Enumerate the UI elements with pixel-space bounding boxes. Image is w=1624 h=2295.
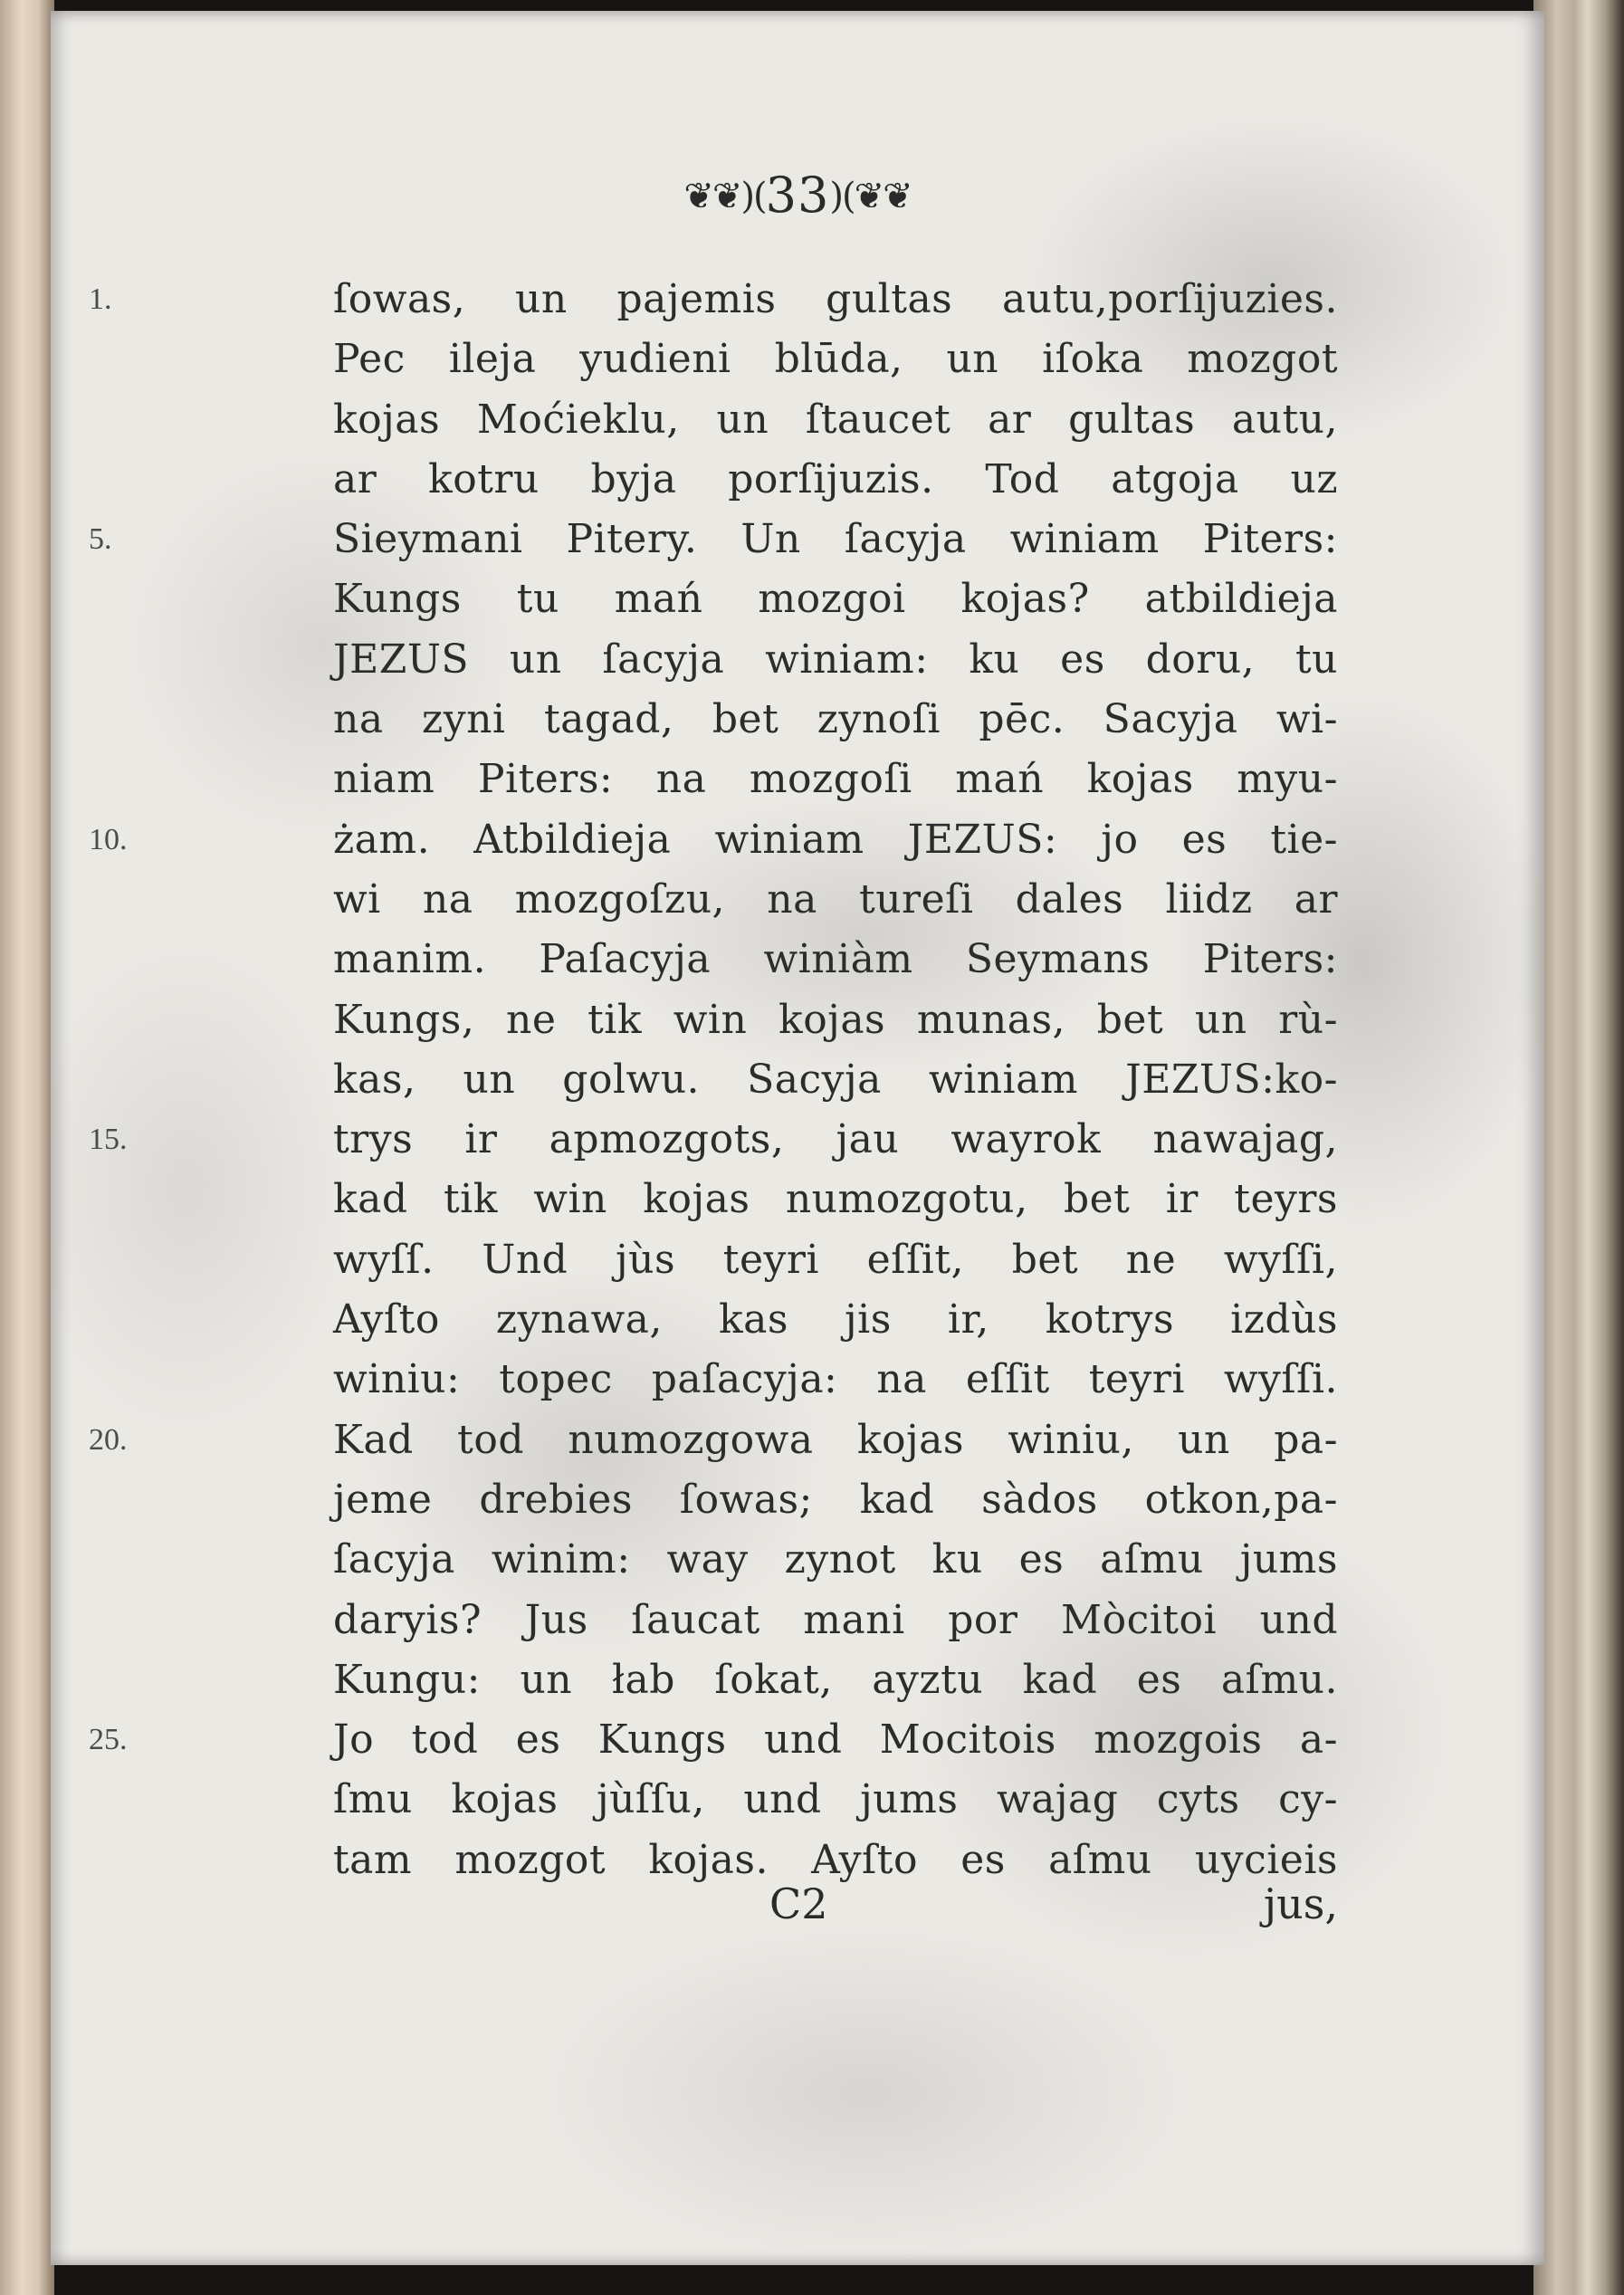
line-text: kad tik win kojas numozgotu, bet ir teyrs — [333, 1176, 1338, 1223]
line-text: żam. Atbildieja winiam JEZUS: jo es tie- — [333, 816, 1338, 863]
line-text: winiu: topec paſacyja: na eſſit teyri wyſſi. — [333, 1356, 1338, 1403]
line-number: 25. — [89, 1723, 128, 1757]
line-text: Ayſto zynawa, kas jis ir, kotrys izdùs — [333, 1296, 1338, 1344]
text-line — [333, 1230, 1338, 1290]
text-line — [89, 810, 1338, 870]
line-text: tam mozgot kojas. Ayſto es aſmu uycieis — [333, 1836, 1338, 1883]
line-text: kojas Moćieklu, un ſtaucet ar gultas autu, — [333, 396, 1338, 443]
text-line — [89, 270, 1338, 330]
line-number: 5. — [89, 522, 112, 557]
line-text: ſmu kojas jùſſu, und jums wajag cyts cy- — [333, 1776, 1338, 1823]
text-line — [333, 1290, 1338, 1350]
text-line — [333, 1170, 1338, 1229]
line-text: Kungs, ne tik win kojas munas, bet un rù- — [333, 996, 1338, 1043]
text-line — [333, 870, 1338, 930]
line-text: Kungu: un łab ſokat, ayztu kad es aſmu. — [333, 1656, 1338, 1703]
line-text: Kad tod numozgowa kojas winiu, un pa- — [333, 1416, 1338, 1463]
line-text: Kungs tu mań mozgoi kojas? atbildieja — [333, 576, 1338, 623]
text-line — [333, 1530, 1338, 1590]
ornament-left: ❦❦)( — [683, 176, 766, 217]
line-text: Jo tod es Kungs und Mocitois mozgois a- — [333, 1716, 1338, 1764]
line-text: ar kotru byja porſijuzis. Tod atgoja uz — [333, 455, 1338, 502]
line-number: 1. — [89, 282, 112, 316]
line-number: 15. — [89, 1123, 128, 1157]
previous-page-edge — [0, 0, 54, 2295]
line-text: daryis? Jus ſaucat mani por Mòcitoi und — [333, 1596, 1338, 1643]
page-number: 33 — [765, 167, 830, 224]
line-text: wi na mozgoſzu, na tureſi dales liidz ar — [333, 875, 1338, 923]
line-text: JEZUS un ſacyja winiam: ku es doru, tu — [333, 636, 1338, 683]
line-text: trys ir apmozgots, jau wayrok nawajag, — [333, 1116, 1338, 1163]
line-text: kas, un golwu. Sacyja winiam JEZUS:ko- — [333, 1056, 1338, 1103]
text-line — [333, 750, 1338, 809]
text-line — [333, 390, 1338, 450]
line-number: 20. — [89, 1422, 128, 1457]
line-text: Sieymani Pitery. Un ſacyja winiam Piters: — [333, 516, 1338, 563]
catchword: jus, — [1263, 1879, 1338, 1928]
text-line — [89, 1710, 1338, 1770]
text-line — [333, 1470, 1338, 1530]
text-line — [333, 569, 1338, 629]
text-line — [333, 1350, 1338, 1410]
line-text: wyſſ. Und jùs teyri eſſit, bet ne wyſſi, — [333, 1236, 1338, 1283]
line-text: Pec ileja yudieni blūda, un iſoka mozgot — [333, 336, 1338, 383]
text-line — [333, 990, 1338, 1050]
text-line — [333, 930, 1338, 990]
text-line — [89, 1110, 1338, 1170]
line-text: jeme drebies ſowas; kad sàdos otkon,pa- — [333, 1476, 1338, 1523]
text-line — [333, 690, 1338, 750]
text-line — [333, 1050, 1338, 1110]
page-body-text — [89, 270, 1338, 1890]
page-footer — [333, 1879, 1338, 1939]
page-stack-edge — [1533, 0, 1624, 2295]
text-line — [333, 1770, 1338, 1830]
text-line — [333, 630, 1338, 690]
line-text: manim. Paſacyja winiàm Seymans Piters: — [333, 936, 1338, 983]
text-line — [89, 1410, 1338, 1470]
line-number: 10. — [89, 822, 128, 856]
line-text: niam Piters: na mozgoſi mań kojas myu- — [333, 756, 1338, 803]
text-line — [89, 510, 1338, 569]
line-text: na zyni tagad, bet zynoſi pēc. Sacyja wi- — [333, 696, 1338, 743]
text-line — [333, 330, 1338, 389]
text-line — [333, 1650, 1338, 1710]
ornament-right: )(❦❦ — [829, 176, 912, 217]
signature-mark: C2 — [769, 1879, 828, 1928]
line-text: ſowas, un pajemis gultas autu,porſijuzies. — [333, 276, 1338, 322]
line-text: ſacyja winim: way zynot ku es aſmu jums — [333, 1536, 1338, 1583]
page-header — [51, 167, 1544, 224]
text-line — [333, 1591, 1338, 1650]
text-line — [333, 450, 1338, 510]
book-page — [51, 11, 1544, 2265]
